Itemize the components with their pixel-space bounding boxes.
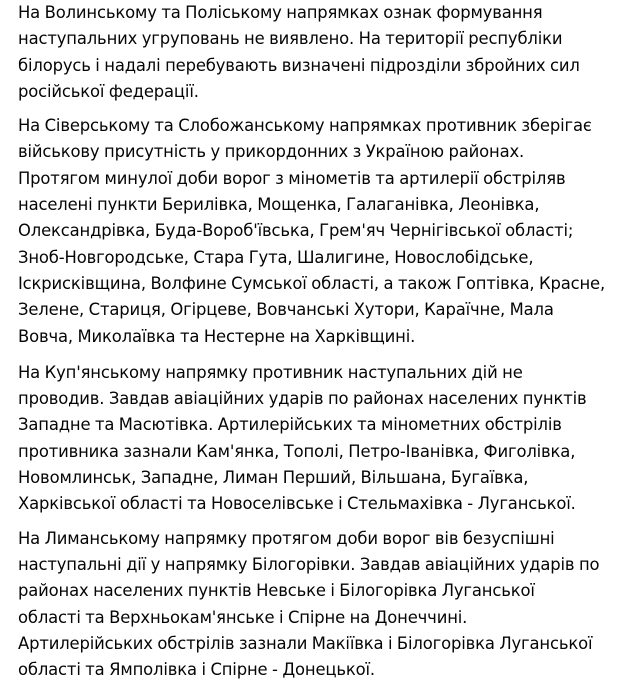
text-line: російської федерації. [18,81,199,101]
text-line: білорусь і надалі перебувають визначені підрозділи збройних сил [18,55,580,75]
text-line: Іскрисківщина, Волфине Сумської області, а також Гоптівка, Красне, [18,273,606,293]
text-line: наступальні дії у напрямку Білогорівки. Завдав авіаційних ударів по [18,554,600,574]
text-line: районах населених пунктів Невське і Білогорівка Луганської [18,581,535,601]
paragraph-volyn-polissia [18,0,611,105]
text-line: Олександрівка, Буда-Вороб'ївська, Грем'яч Чернігівської області; [18,221,574,241]
text-line: військову присутність у прикордонних з Україною районах. [18,142,525,162]
text-line: Харківської області та Новоселівське і Стельмахівка - Луганської. [18,494,576,514]
text-line: проводив. Завдав авіаційних ударів по районах населених пунктів [18,389,587,409]
text-line: наступальних угруповань не виявлено. На території республіки [18,29,563,49]
text-line: противника зазнали Кам'янка, Тополі, Петро-Іванівка, Фиголівка, [18,441,576,461]
paragraph-lyman [18,526,611,683]
text-line: На Лиманському напрямку протягом доби ворог вів безуспішні [18,528,555,548]
text-line: області та Верхньокам'янське і Спірне на Донеччині. [18,607,468,627]
text-line: Зелене, Стариця, Огірцеве, Вовчанські Хутори, Караїчне, Мала [18,300,554,320]
text-line: Западне та Масютівка. Артилерійських та мінометних обстрілів [18,415,562,435]
text-line: Артилерійських обстрілів зазнали Макіївка і Білогорівка Луганської [18,633,593,653]
text-line: На Куп'янському напрямку противник наступальних дій не [18,362,523,382]
text-line: Новомлинськ, Западне, Лиман Перший, Вільшана, Бугаївка, [18,468,529,488]
paragraph-siversk-slobozhansk [18,113,611,350]
text-line: Протягом минулої доби ворог з мінометів та артилерії обстріляв [18,168,566,188]
text-line: На Волинському та Поліському напрямках ознак формування [18,3,543,22]
text-line: На Сіверському та Слобожанському напрямках противник зберігає [18,116,592,136]
text-line: області та Ямполівка і Спірне - Донецької. [18,660,375,680]
text-line: населені пункти Берилівка, Мощенка, Галаганівка, Леонівка, [18,195,540,215]
text-line: Зноб-Новгородське, Стара Гута, Шалигине, Новослобідське, [18,247,534,267]
paragraph-kupiansk [18,360,611,518]
text-line: Вовча, Миколаївка та Нестерне на Харківщині. [18,326,416,346]
